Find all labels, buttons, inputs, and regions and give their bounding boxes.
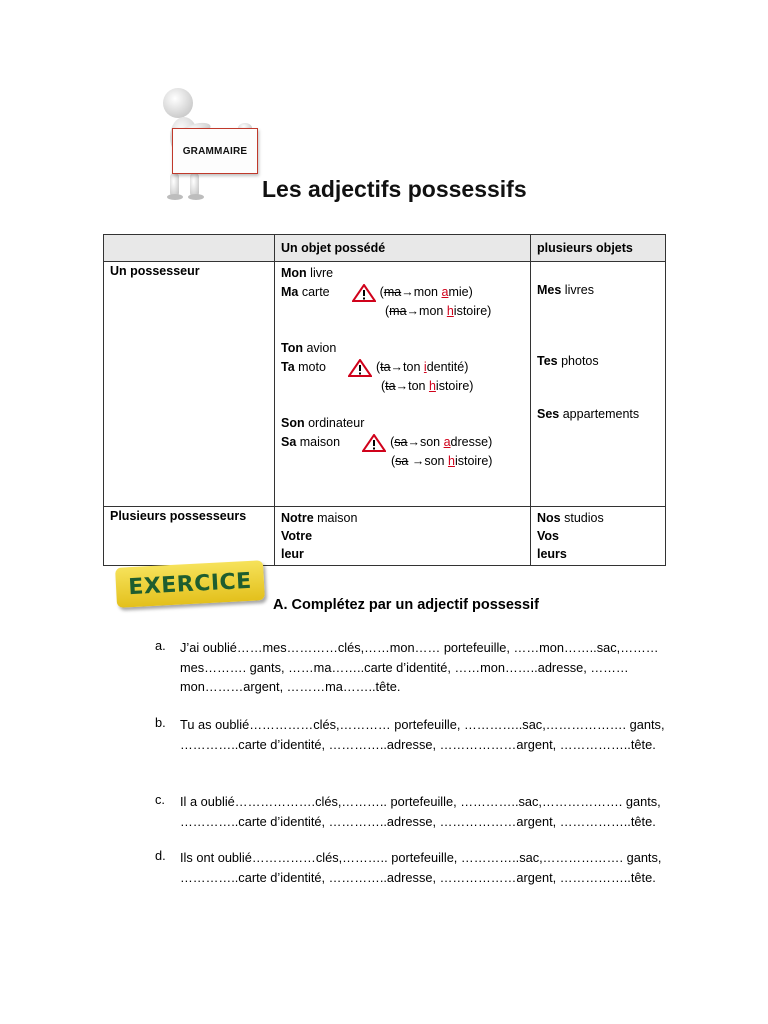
- list-item: Ta moto (ta→ton identité): [281, 358, 524, 377]
- table-header-one-object: Un objet possédé: [275, 235, 531, 262]
- row-label-one-owner: Un possesseur: [104, 262, 275, 507]
- cell-plural-forms: [531, 262, 666, 507]
- list-item: Ton avion: [281, 341, 337, 355]
- exercise-item-text: Ils ont oublié……………clés,……….. portefeuille, …………..sac,………………. gants, …………..carte d’identité, …………..adresse, ………………argent, ……………..tête.: [180, 850, 662, 885]
- table-row: [104, 262, 666, 507]
- list-item: Sa maison (sa→son adresse): [281, 433, 524, 452]
- list-item: (ma→mon histoire): [385, 304, 492, 318]
- table-header-row: [104, 235, 666, 262]
- list-item: leur: [281, 547, 304, 561]
- list-item: (sa →son histoire): [391, 454, 493, 468]
- list-item: Mon livre: [281, 266, 334, 280]
- warning-icon: [352, 284, 376, 302]
- cell-singular-forms: [275, 262, 531, 507]
- list-item: Vos: [537, 529, 559, 543]
- warning-icon: [348, 359, 372, 377]
- exercise-item-text: Il a oublié……………….clés,……….. portefeuille, …………..sac,………………. gants, …………..carte d’identité, …………..adresse, ………………argent, ……………..tête.: [180, 794, 661, 829]
- exercice-badge: [112, 562, 268, 608]
- exercise-title: A. Complétez par un adjectif possessif: [273, 597, 539, 613]
- page-title: Les adjectifs possessifs: [262, 176, 527, 202]
- cell-multi-plural: [531, 507, 666, 566]
- table-row: [104, 507, 666, 566]
- table-header-empty: [104, 235, 275, 262]
- warning-icon: [362, 434, 386, 452]
- list-item: leurs: [537, 547, 567, 561]
- worksheet-page: GRAMMAIRE Les adjectifs possessifs Un objet possédé plusieurs objets Un possesseur Mon livre Ma carte (ma→mon amie) (ma→mon histoire) Ton avion Ta moto (ta→ton identité) (ta→ton histoire) Son ordinateur Sa maison (sa→son adresse) (sa →son histoire) Mes livres Tes photos Ses appartements Plusieurs possesseurs Notre maison Votre leur Nos studios Vos leurs EXERCICE A. Complétez par un adjectif possessif a. J’ai oublié……mes…………clés,……mon…… portefeuille, ……mon……..sac,……… mes………. gants, ……ma……..carte d’identité, ……mon……..adresse, ……… mon………argent, ………ma……..tête. b. Tu as oublié……………clés,………… portefeuille, …………..sac,………………. gants, …………..carte d’identité, …………..adresse, ………………argent, ……………..tête. c. Il a oublié……………….clés,……….. portefeuille, …………..sac,………………. gants, …………..carte d’identité, …………..adresse, ………………argent, ……………..tête. d. Ils ont oublié……………clés,……….. portefeuille, …………..sac,………………. gants, …………..carte d’identité, …………..adresse, ………………argent, ……………..tête.: [0, 0, 768, 1024]
- cell-multi-singular: [275, 507, 531, 566]
- list-item: Notre maison: [281, 511, 358, 525]
- list-item: Tes photos: [537, 354, 599, 368]
- list-item: (ta→ton histoire): [381, 379, 474, 393]
- possessive-table: [103, 234, 666, 566]
- list-item: Ma carte (ma→mon amie): [281, 283, 524, 302]
- list-item: Mes livres: [537, 283, 594, 297]
- list-item: Son ordinateur: [281, 416, 365, 430]
- list-item: Votre: [281, 529, 313, 543]
- list-item: Ses appartements: [537, 407, 640, 421]
- grammaire-sign: GRAMMAIRE: [172, 128, 258, 174]
- row-label-many-owners: Plusieurs possesseurs: [104, 507, 275, 566]
- table-header-many-objects: plusieurs objets: [531, 235, 666, 262]
- list-item: Nos studios: [537, 511, 604, 525]
- exercise-item-text: Tu as oublié……………clés,………… portefeuille, …………..sac,………………. gants, …………..carte d’identité, …………..adresse, ………………argent, ……………..tête.: [180, 717, 665, 752]
- exercise-item-text: J’ai oublié……mes…………clés,……mon…… portefeuille, ……mon……..sac,……… mes………. gants, ……ma……..carte d’identité, ……mon……..adresse, ……… mon………argent, ………ma……..tête.: [180, 640, 659, 694]
- exercice-badge-label: EXERCICE: [115, 560, 265, 608]
